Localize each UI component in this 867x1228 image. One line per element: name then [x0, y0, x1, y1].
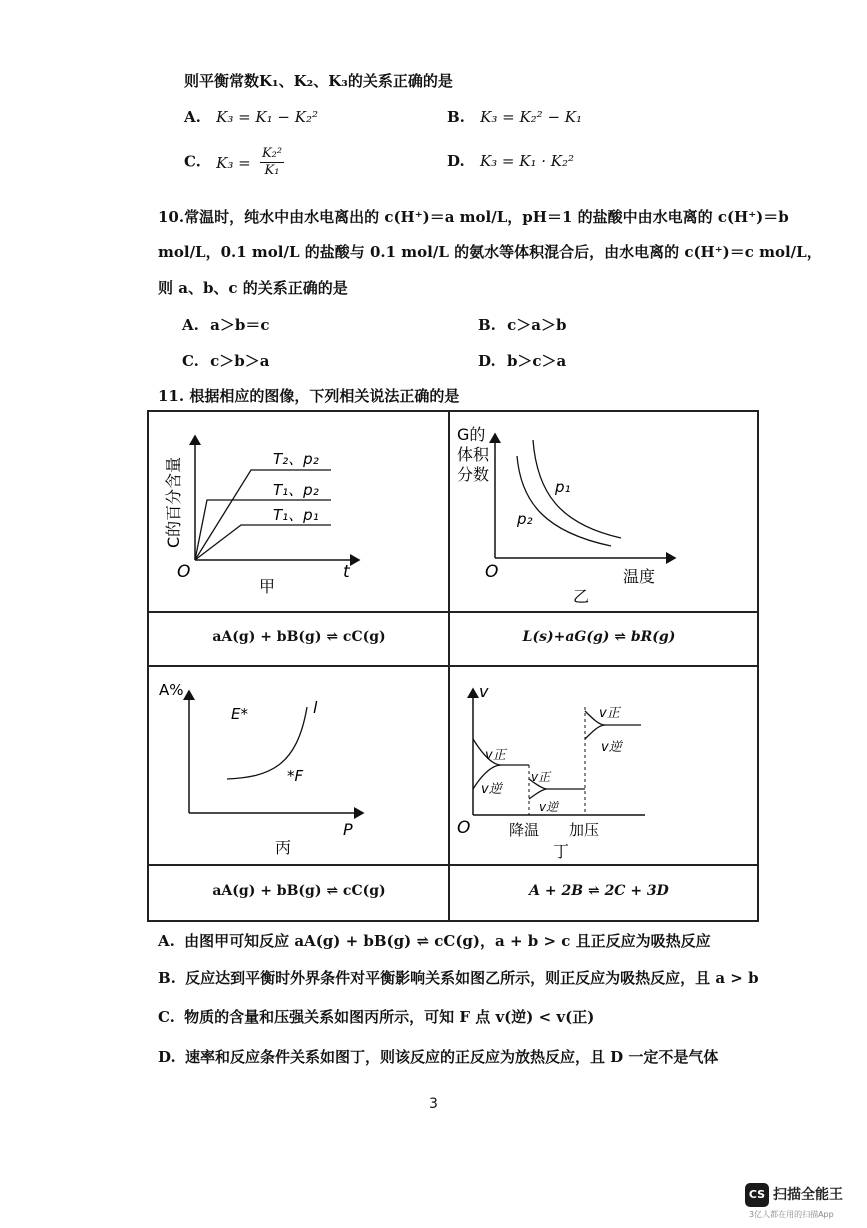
option-text: b＞c＞a: [506, 352, 567, 370]
option-label: D.: [447, 152, 465, 170]
option-text: a＞b＝c: [210, 316, 270, 334]
q10-option-d: [478, 350, 566, 371]
table-divider: [149, 611, 757, 613]
option-text: 反应达到平衡时外界条件对平衡影响关系如图乙所示，则正反应为吸热反应，且 a > b: [185, 969, 759, 987]
option-text: K₃ = K₁ · K₂²: [479, 152, 575, 170]
curve-label: T₁、p₁: [273, 506, 319, 524]
equation-bing: aA(g) + bB(g) ⇌ cC(g): [212, 883, 386, 899]
x-mark-label: 加压: [569, 821, 600, 839]
option-label: D.: [478, 352, 496, 370]
option-label: C.: [184, 152, 201, 171]
origin-label: O: [177, 562, 191, 582]
option-label: A.: [182, 316, 199, 334]
q11-stem: 11. 根据相应的图像，下列相关说法正确的是: [158, 387, 460, 405]
curve-label: T₂、p₂: [273, 450, 319, 468]
q11-option-b: [158, 967, 759, 988]
q10-line-1: 10.常温时，纯水中由水电离出的 c(H⁺)＝a mol/L，pH＝1 的盐酸中由水电离的 c(H⁺)＝b: [158, 208, 789, 226]
cs-logo-icon: CS: [745, 1183, 769, 1207]
y-axis-label: v: [479, 682, 489, 701]
rate-label: v正: [531, 770, 551, 784]
q10-line-2: mol/L，0.1 mol/L 的盐酸与 0.1 mol/L 的氨水等体积混合后，由水电离的 c(H⁺)＝c mol/L，: [158, 243, 822, 261]
graph-caption: 丁: [553, 842, 570, 861]
option-text: c＞a＞b: [507, 316, 567, 334]
option-text: 由图甲可知反应 aA(g) + bB(g) ⇌ cC(g)，a + b > c 且正反应为吸热反应: [184, 932, 711, 950]
origin-label: O: [457, 818, 471, 838]
app-name: 扫描全能王: [773, 1187, 843, 1203]
equation-jia: aA(g) + bB(g) ⇌ cC(g): [212, 629, 386, 645]
q10-option-b: [478, 314, 566, 335]
q9-option-d: [447, 152, 574, 170]
q9-option-a: [184, 108, 318, 126]
denominator: K₁: [264, 163, 280, 178]
rate-curve: [585, 725, 605, 739]
q10-option-a: [182, 314, 269, 335]
q9-option-b: [447, 108, 582, 126]
x-axis-label: P: [343, 820, 353, 839]
table-divider: [149, 864, 757, 866]
option-label: A.: [158, 932, 175, 950]
app-tagline: 3亿人都在用的扫描App: [749, 1210, 834, 1219]
graph-yi: [449, 412, 757, 611]
rate-label: v正: [485, 748, 506, 763]
rate-label: v逆: [601, 740, 622, 755]
origin-label: O: [485, 562, 499, 582]
q9-option-c: [184, 146, 284, 179]
curve-t1-p1: [195, 525, 331, 560]
curve-p2: [517, 456, 611, 546]
option-text: K₃ =: [216, 153, 251, 172]
q11-option-c: [158, 1006, 594, 1027]
graph-caption: 丙: [275, 838, 292, 857]
q10-line-3: 则 a、b、c 的关系正确的是: [158, 279, 348, 297]
x-axis-label: 温度: [623, 567, 656, 586]
curve-label: p₂: [517, 510, 533, 528]
option-text: K₃ = K₁ − K₂²: [216, 108, 318, 126]
q9-stem: 则平衡常数K₁、K₂、K₃的关系正确的是: [184, 72, 453, 90]
rate-curve: [529, 789, 547, 799]
graph-caption: 乙: [573, 587, 590, 606]
option-text: K₃ = K₂² − K₁: [480, 108, 583, 126]
point-label: *F: [287, 767, 304, 785]
option-label: C.: [158, 1008, 175, 1026]
point-label: E*: [231, 705, 248, 723]
graph-jia: [149, 412, 448, 611]
q10-option-c: [182, 350, 269, 371]
graph-bing: [149, 667, 448, 864]
rate-label: v逆: [481, 782, 502, 797]
numerator: K₂²: [261, 146, 283, 161]
option-label: A.: [184, 108, 201, 126]
y-axis-label: 分数: [457, 465, 490, 484]
option-text: 物质的含量和压强关系如图丙所示，可知 F 点 v(逆) < v(正): [184, 1008, 595, 1026]
q11-option-d: [158, 1046, 718, 1067]
option-label: C.: [182, 352, 199, 370]
x-axis-label: t: [343, 562, 350, 582]
y-axis-label: G的: [457, 425, 486, 444]
page-number: 3: [429, 1096, 438, 1112]
q11-option-a: [158, 930, 711, 951]
graph-table: [147, 410, 759, 922]
equation-yi: L(s)+aG(g) ⇌ bR(g): [522, 629, 676, 645]
rate-label: v逆: [539, 800, 559, 814]
graph-caption: 甲: [259, 577, 276, 596]
option-label: B.: [478, 316, 496, 334]
x-mark-label: 降温: [509, 821, 540, 839]
y-axis-label: C的百分含量: [164, 456, 183, 548]
curve-label: T₁、p₂: [273, 481, 319, 499]
y-axis-label: 体积: [457, 445, 490, 464]
option-text: 速率和反应条件关系如图丁，则该反应的正反应为放热反应，且 D 一定不是气体: [184, 1048, 719, 1066]
fraction: [260, 146, 284, 179]
y-axis-label: A%: [159, 681, 184, 699]
scanner-watermark: [745, 1181, 855, 1217]
option-text: c＞b＞a: [210, 352, 270, 370]
curve-label: p₁: [555, 478, 571, 496]
curve-label: l: [313, 698, 318, 717]
equation-ding: A + 2B ⇌ 2C + 3D: [529, 883, 669, 899]
graph-ding: [449, 667, 757, 864]
option-label: B.: [158, 969, 176, 987]
curve-p1: [533, 440, 621, 538]
option-label: B.: [447, 108, 465, 126]
rate-label: v正: [599, 706, 620, 721]
option-label: D.: [158, 1048, 176, 1066]
